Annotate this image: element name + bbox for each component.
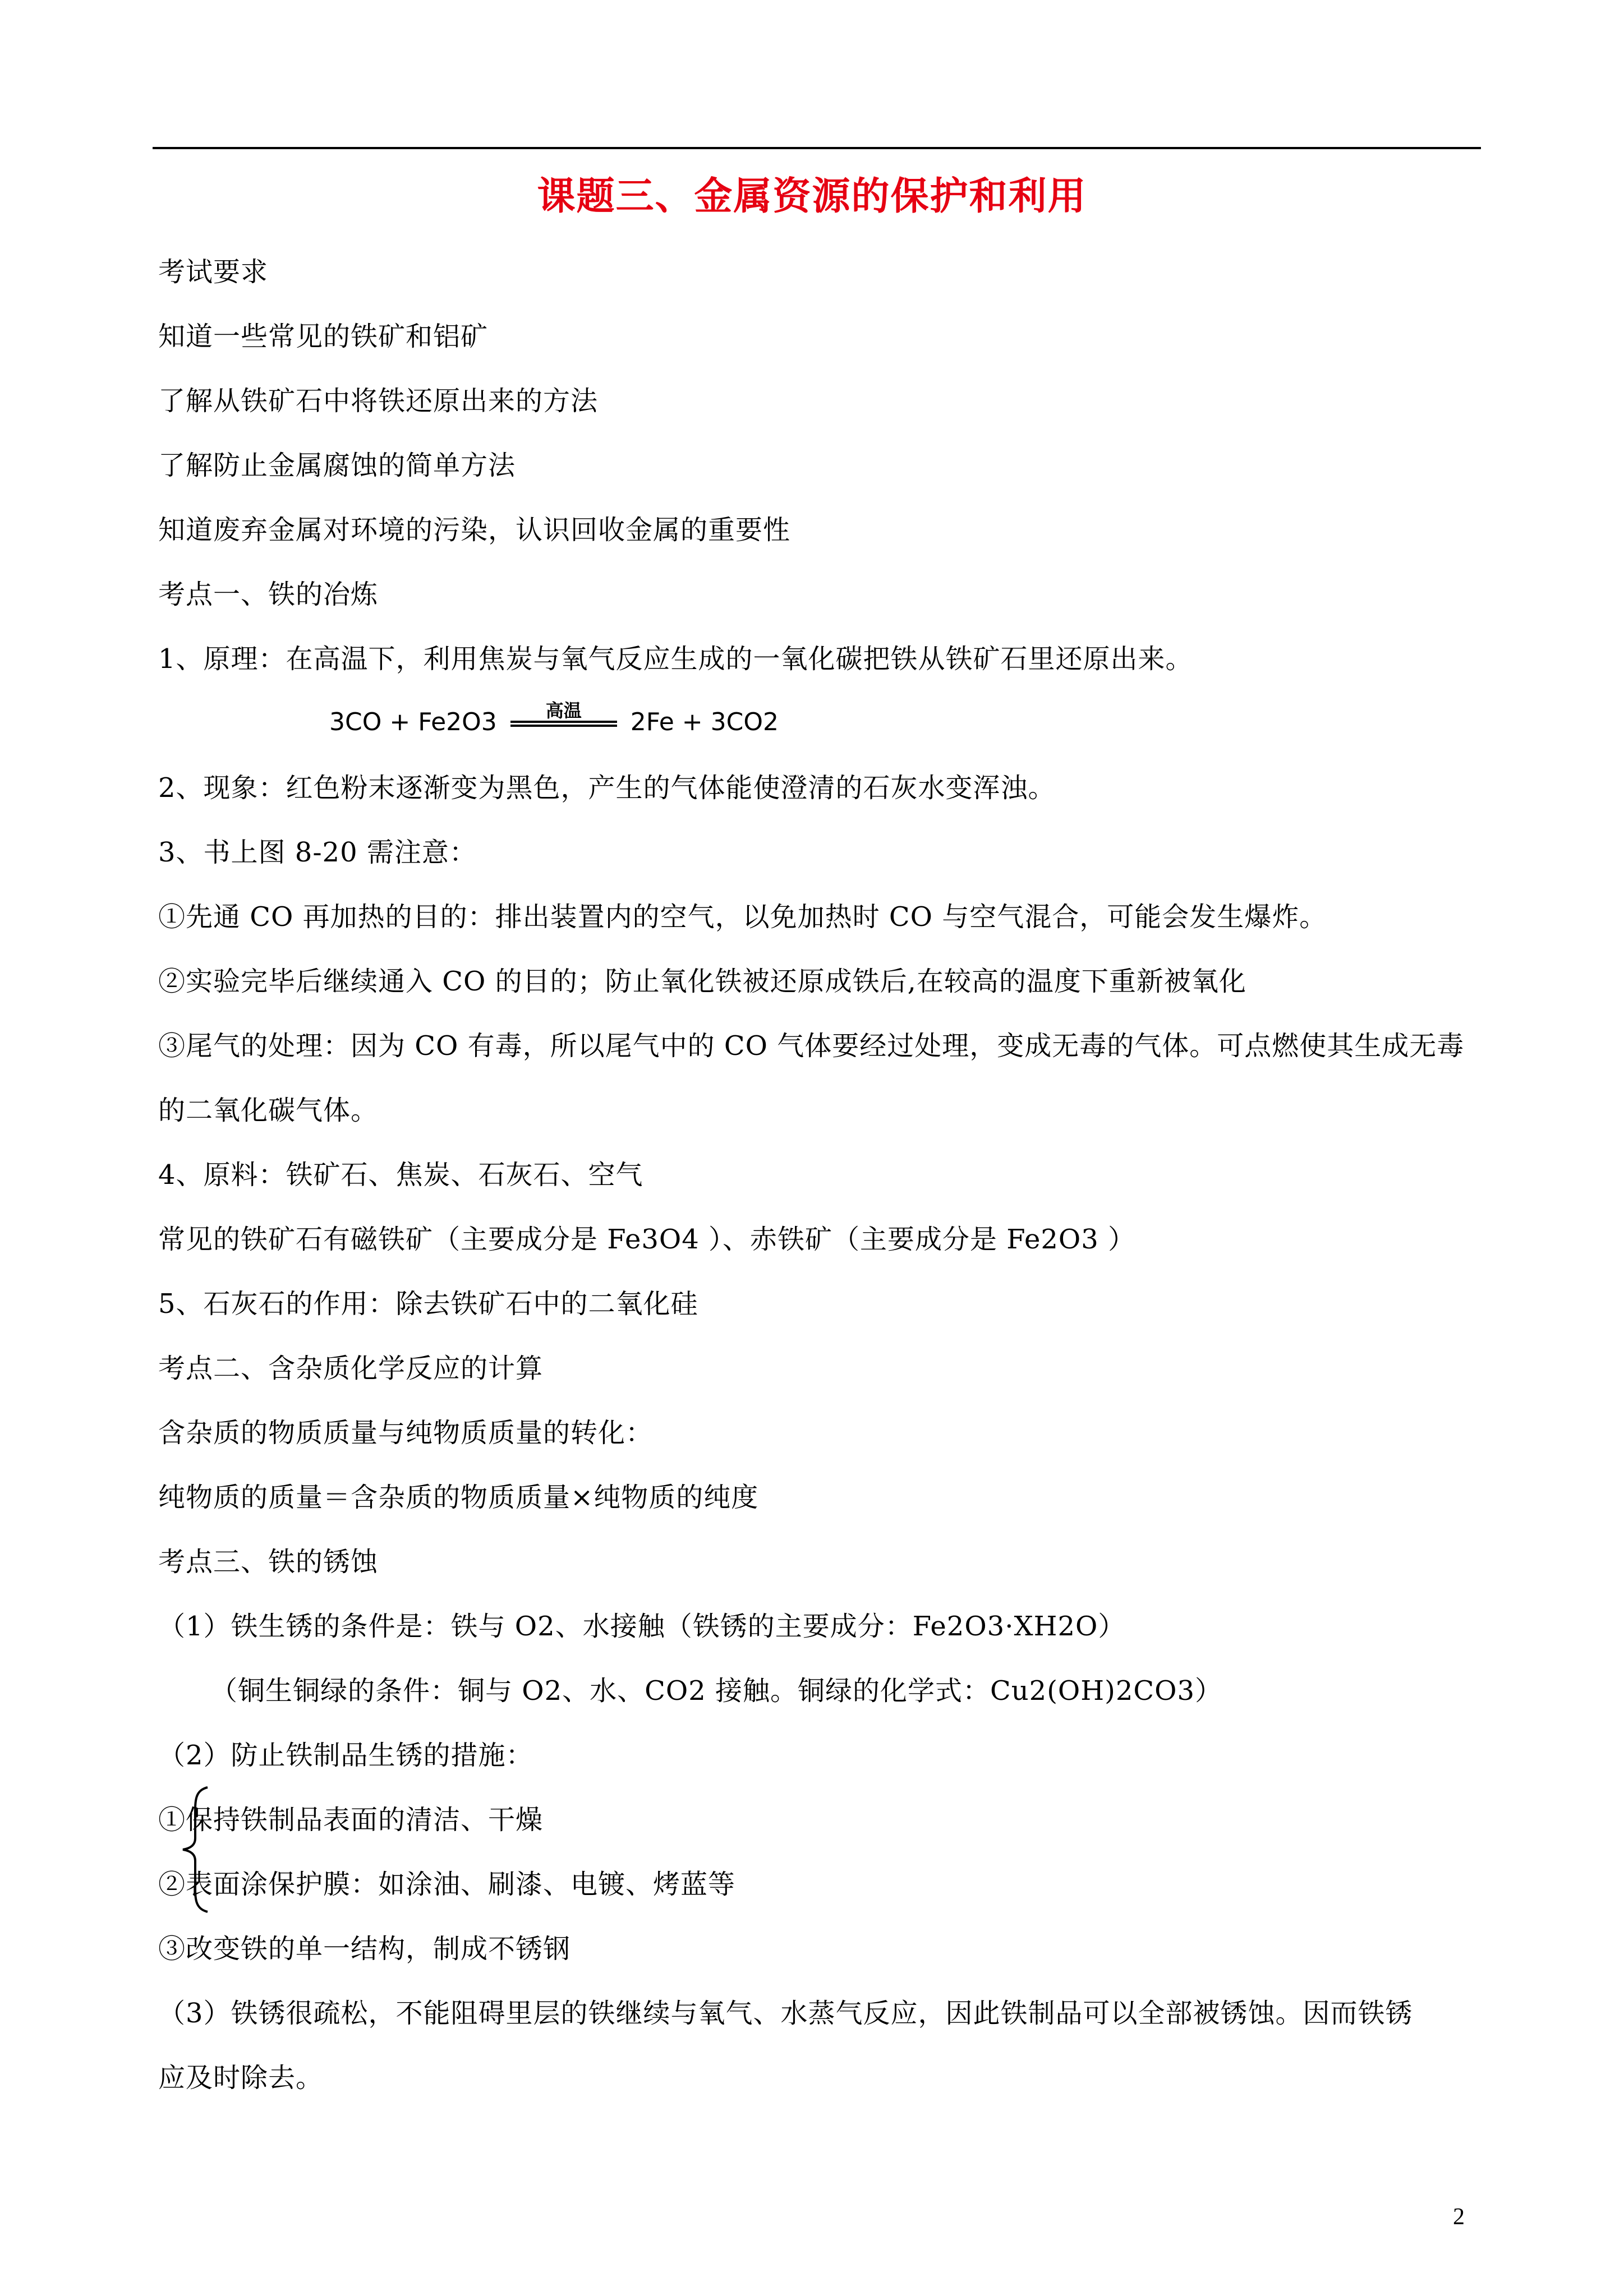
- text-line: 的二氧化碳气体。: [158, 1095, 379, 1126]
- text-line: （铜生铜绿的条件：铜与 O2、水、CO2 接触。铜绿的化学式：Cu2(OH)2CO3）: [210, 1675, 1223, 1707]
- chemical-equation: [329, 700, 779, 739]
- page-number: 2: [1453, 2204, 1465, 2230]
- text-line: 纯物质的质量＝含杂质的物质质量×纯物质的纯度: [158, 1482, 759, 1513]
- text-line: ②表面涂保护膜：如涂油、刷漆、电镀、烤蓝等: [158, 1869, 736, 1900]
- text-line: 含杂质的物质质量与纯物质质量的转化：: [158, 1417, 654, 1449]
- text-line: ②实验完毕后继续通入 CO 的目的；防止氧化铁被还原成铁后,在较高的温度下重新被氧化: [158, 966, 1246, 997]
- section-heading: 考点三、铁的锈蚀: [158, 1546, 379, 1578]
- text-line: 5、石灰石的作用：除去铁矿石中的二氧化硅: [158, 1288, 698, 1320]
- equation-reactants: 3CO + Fe2O3: [329, 708, 497, 736]
- equation-condition: 高温: [545, 700, 582, 721]
- text-line: ①保持铁制品表面的清洁、干燥: [158, 1804, 544, 1836]
- text-line: ③尾气的处理：因为 CO 有毒，所以尾气中的 CO 气体要经过处理，变成无毒的气体。可点燃使其生成无毒: [158, 1030, 1465, 1062]
- text-line: 了解防止金属腐蚀的简单方法: [158, 450, 516, 481]
- text-line: 1、原理：在高温下，利用焦炭与氧气反应生成的一氧化碳把铁从铁矿石里还原出来。: [158, 643, 1193, 675]
- text-line: 知道废弃金属对环境的污染，认识回收金属的重要性: [158, 514, 791, 546]
- text-line: 3、书上图 8-20 需注意：: [158, 837, 477, 868]
- document-title: 课题三、金属资源的保护和利用: [537, 174, 1087, 219]
- text-line: ③改变铁的单一结构，制成不锈钢: [158, 1933, 571, 1965]
- text-line: （1）铁生锈的条件是：铁与 O2、水接触（铁锈的主要成分：Fe2O3·XH2O）: [158, 1611, 1126, 1642]
- text-line: 了解从铁矿石中将铁还原出来的方法: [158, 385, 599, 417]
- equation-arrow: [510, 700, 617, 727]
- text-line: 2、现象：红色粉末逐渐变为黑色，产生的气体能使澄清的石灰水变浑浊。: [158, 772, 1056, 804]
- text-line: 知道一些常见的铁矿和铝矿: [158, 321, 489, 352]
- text-line: ①先通 CO 再加热的目的：排出装置内的空气，以免加热时 CO 与空气混合，可能会发生爆炸。: [158, 901, 1327, 933]
- header-rule: [153, 147, 1481, 149]
- text-line: （2）防止铁制品生锈的措施：: [158, 1740, 533, 1771]
- text-line: 考试要求: [158, 256, 269, 288]
- equals-double-bar-icon: [510, 721, 617, 727]
- text-line: 4、原料：铁矿石、焦炭、石灰石、空气: [158, 1159, 643, 1191]
- text-line: （3）铁锈很疏松，不能阻碍里层的铁继续与氧气、水蒸气反应，因此铁制品可以全部被锈蚀。因而铁锈: [158, 1998, 1413, 2029]
- text-line: 应及时除去。: [158, 2062, 324, 2094]
- section-heading: 考点二、含杂质化学反应的计算: [158, 1353, 544, 1384]
- text-line: 常见的铁矿石有磁铁矿（主要成分是 Fe3O4 ）、赤铁矿（主要成分是 Fe2O3 ）: [158, 1224, 1136, 1255]
- section-heading: 考点一、铁的冶炼: [158, 579, 379, 610]
- equation-products: 2Fe + 3CO2: [630, 708, 779, 736]
